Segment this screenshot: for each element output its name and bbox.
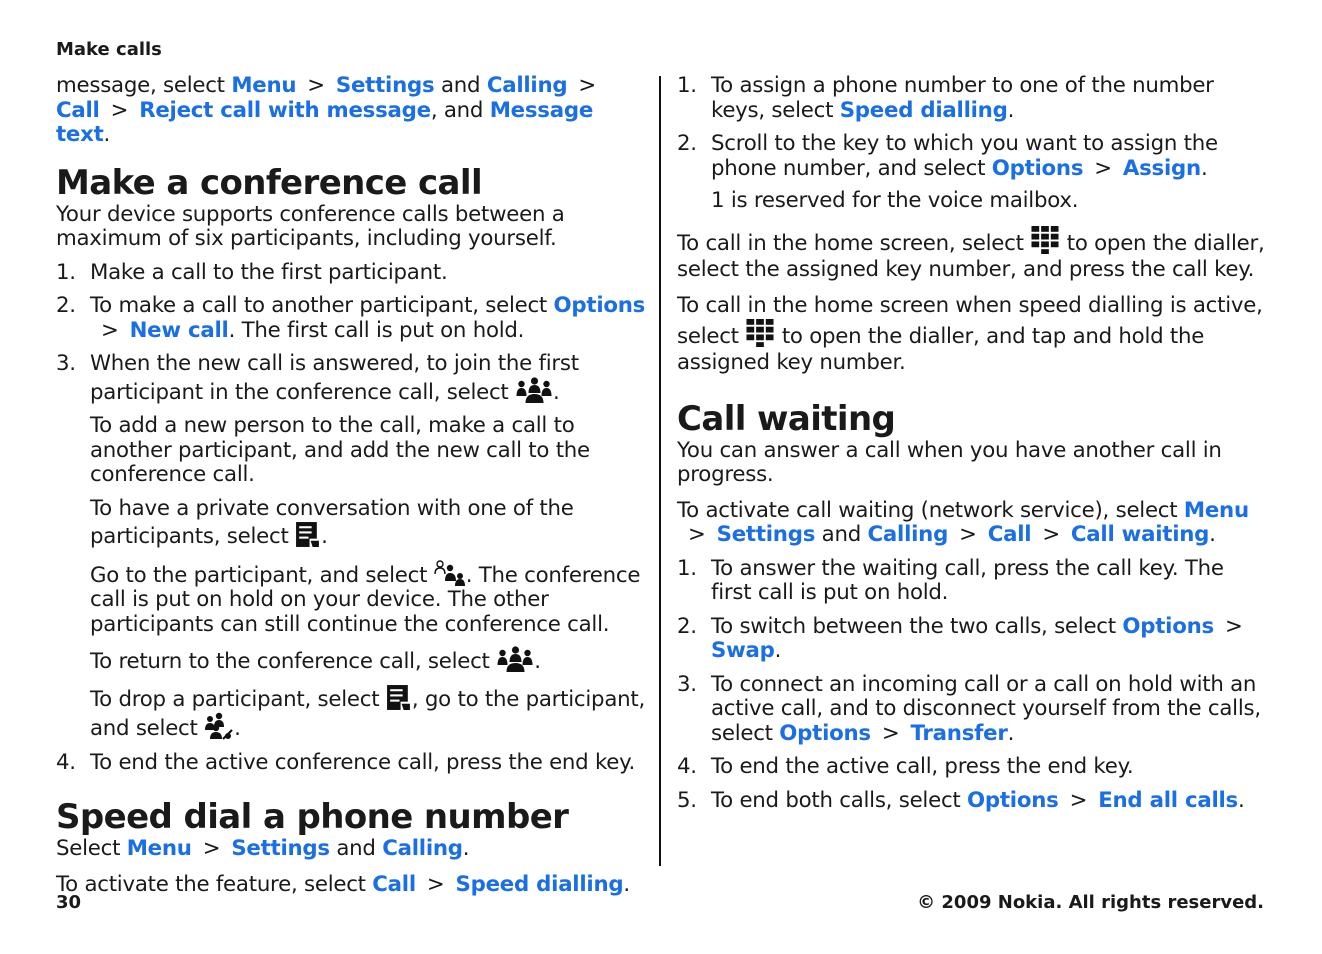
speed-step-2: 2. Scroll to the key to which you want to assign the phone number, and select Options > Assign. 1 is reserved for the voice mailbox. bbox=[677, 132, 1267, 214]
dialler-icon bbox=[745, 319, 775, 347]
link-menu[interactable]: Menu bbox=[1183, 497, 1249, 523]
right-column bbox=[677, 74, 1267, 813]
left-column bbox=[56, 74, 646, 897]
conference-icon bbox=[496, 646, 534, 673]
link-call-waiting[interactable]: Call waiting bbox=[1070, 522, 1210, 547]
activate-waiting-paragraph: To activate call waiting (network service), select Menu> Settings and Calling > Call > Call waiting. bbox=[677, 497, 1249, 547]
link-calling[interactable]: Calling bbox=[382, 836, 463, 861]
conference-step-4: 4. To end the active conference call, press the end key. bbox=[56, 749, 635, 775]
drop-participant-icon bbox=[204, 712, 234, 740]
link-menu[interactable]: Menu bbox=[231, 73, 297, 98]
speed-step-1: 1. To assign a phone number to one of the number keys, select Speed dialling. bbox=[677, 73, 1214, 123]
conference-intro: Your device supports conference calls between a maximum of six participants, including yourself. bbox=[56, 201, 565, 251]
link-options[interactable]: Options bbox=[991, 155, 1084, 181]
voice-mailbox-note: 1 is reserved for the voice mailbox. bbox=[711, 188, 1079, 213]
link-options[interactable]: Options bbox=[553, 293, 646, 318]
page-number: 30 bbox=[56, 892, 82, 913]
speed-select-paragraph: Select Menu > Settings and Calling. bbox=[56, 836, 470, 861]
link-call[interactable]: Call bbox=[987, 522, 1032, 547]
link-speed-dialling[interactable]: Speed dialling bbox=[839, 97, 1008, 123]
private-conversation-paragraph: To have a private conversation with one of the participants, select . bbox=[90, 495, 574, 549]
link-swap[interactable]: Swap bbox=[711, 638, 775, 663]
heading-conference-call: Make a conference call bbox=[56, 162, 483, 203]
conference-step-3: 3. When the new call is answered, to join the first participant in the conference call, select . To add a new person to the call, make a call to another participant, and add the new call to the conference call. To have a private conversation with one of the participants, select . Go to the participant, and select . The conference call is put on hold on your device. The other participants can still continue the conference call. To return to the conference call, select . To drop a participant, select , go to the participant, and select . bbox=[56, 351, 645, 741]
link-reject-call-with-message[interactable]: Reject call with message bbox=[139, 97, 431, 123]
call-waiting-intro: You can answer a call when you have another call in progress. bbox=[677, 437, 1222, 487]
copyright: © 2009 Nokia. All rights reserved. bbox=[917, 892, 1264, 913]
link-transfer[interactable]: Transfer bbox=[910, 720, 1008, 746]
private-call-icon bbox=[386, 684, 412, 711]
waiting-step-4: 4. To end the active call, press the end key. bbox=[677, 754, 1134, 779]
link-call[interactable]: Call bbox=[372, 871, 416, 897]
heading-call-waiting: Call waiting bbox=[677, 398, 896, 439]
conference-step-2: 2. To make a call to another participant, select Options> New call. The first call is put on hold. bbox=[56, 293, 646, 343]
home-screen-paragraph: To call in the home screen, select to open the dialler, select the assigned key number, and press the call key. bbox=[677, 226, 1267, 283]
add-person-paragraph: To add a new person to the call, make a call to another participant, and add the new call to the conference call. bbox=[90, 413, 590, 487]
drop-participant-paragraph: To drop a participant, select , go to the participant, and select . bbox=[90, 684, 646, 742]
link-options[interactable]: Options bbox=[779, 720, 871, 746]
waiting-step-3: 3. To connect an incoming call or a call on hold with an active call, and to disconnect yourself from the calls, select Options > Transfer. bbox=[677, 671, 1261, 746]
link-calling[interactable]: Calling bbox=[486, 73, 568, 98]
dialler-icon bbox=[1030, 226, 1060, 254]
speed-active-paragraph: To call in the home screen when speed dialling is active, select to open the dialler, and tap and hold the assigned key number. bbox=[677, 292, 1263, 375]
waiting-step-5: 5. To end both calls, select Options > End all calls. bbox=[677, 787, 1245, 813]
link-options[interactable]: Options bbox=[967, 787, 1059, 813]
link-options[interactable]: Options bbox=[1122, 613, 1214, 639]
waiting-step-1: 1. To answer the waiting call, press the call key. The first call is put on hold. bbox=[677, 555, 1224, 605]
participant-select-icon bbox=[434, 559, 466, 587]
heading-speed-dial: Speed dial a phone number bbox=[56, 797, 569, 837]
link-settings[interactable]: Settings bbox=[716, 522, 816, 547]
running-header: Make calls bbox=[56, 39, 162, 60]
link-speed-dialling[interactable]: Speed dialling bbox=[455, 871, 624, 897]
conference-icon bbox=[515, 377, 553, 404]
intro-paragraph: message, select Menu > Settings and Calling >Call > Reject call with message, and Message text. bbox=[56, 73, 596, 147]
link-calling[interactable]: Calling bbox=[867, 522, 949, 547]
link-assign[interactable]: Assign bbox=[1122, 155, 1201, 181]
column-divider bbox=[659, 76, 661, 866]
link-end-all-calls[interactable]: End all calls bbox=[1098, 787, 1238, 813]
link-message-text[interactable]: Message text bbox=[56, 97, 594, 147]
waiting-step-2: 2. To switch between the two calls, select Options >Swap. bbox=[677, 613, 1243, 663]
link-settings[interactable]: Settings bbox=[335, 73, 435, 98]
conference-step-1: 1. Make a call to the first participant. bbox=[56, 259, 448, 285]
link-new-call[interactable]: New call bbox=[129, 317, 229, 343]
link-call[interactable]: Call bbox=[56, 97, 100, 123]
private-call-icon bbox=[295, 521, 321, 548]
link-menu[interactable]: Menu bbox=[126, 836, 192, 861]
speed-activate-paragraph: To activate the feature, select Call > Speed dialling. bbox=[56, 871, 630, 897]
select-participant-paragraph: Go to the participant, and select . The conference call is put on hold on your device. The other participants can still continue the conference call. bbox=[90, 559, 646, 638]
link-settings[interactable]: Settings bbox=[231, 836, 330, 861]
return-paragraph: To return to the conference call, select . bbox=[90, 646, 646, 675]
